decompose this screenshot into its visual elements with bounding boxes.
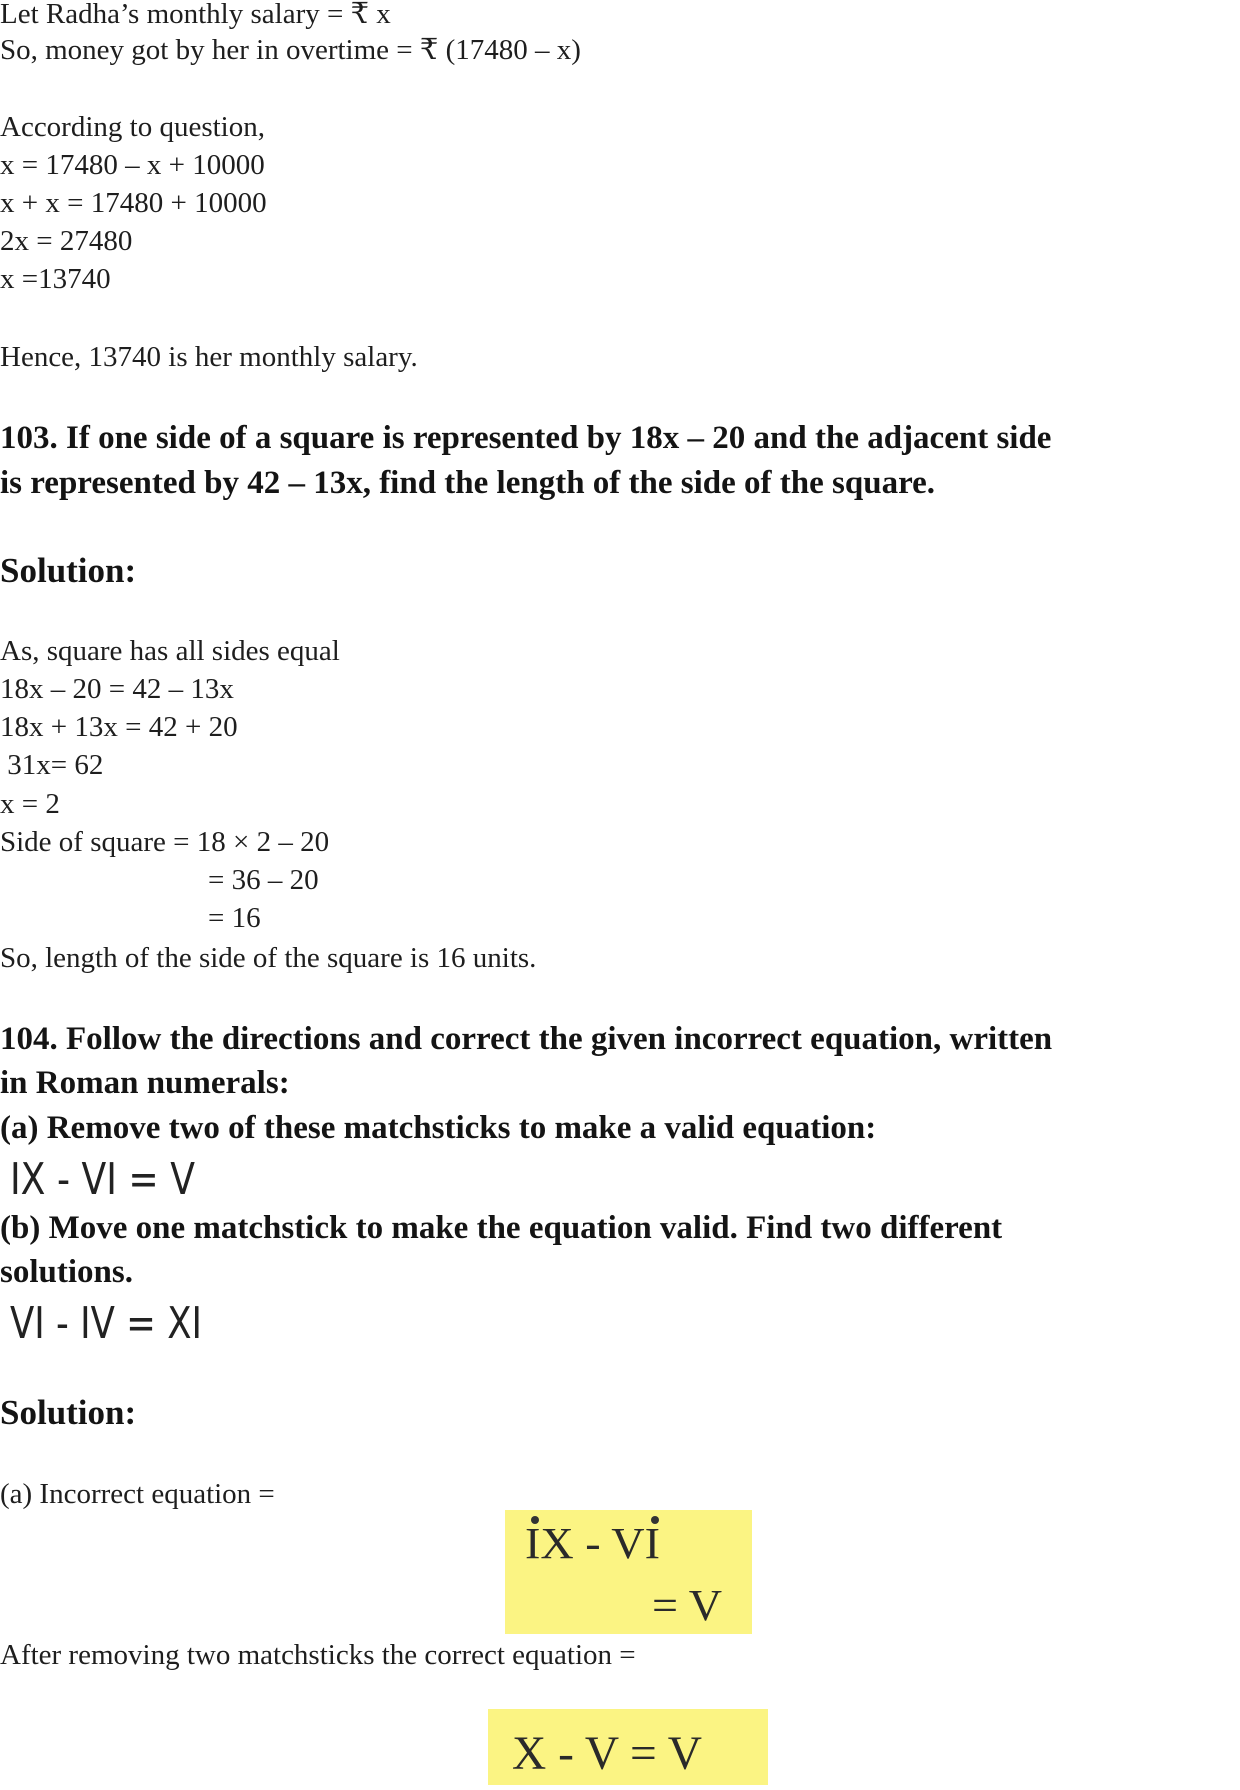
svg-text:VI - IV = XI: VI - IV = XI [10, 1298, 202, 1349]
equation-line: x + x = 17480 + 10000 [0, 187, 267, 219]
question-104-part-a: (a) Remove two of these matchsticks to make a valid equation: [0, 1110, 877, 1146]
text-line: So, money got by her in overtime = ₹ (17480 – x) [0, 34, 581, 66]
matchstick-equation-b [10, 1296, 210, 1349]
equation-line: Side of square = 18 × 2 – 20 [0, 826, 330, 858]
svg-text:IX - VI = V: IX - VI = V [10, 1154, 195, 1205]
text-line: Let Radha’s monthly salary = ₹ x [0, 0, 391, 30]
question-104-part-b: solutions. [0, 1254, 133, 1290]
question-104-line: in Roman numerals: [0, 1065, 290, 1101]
equation-line: 31x= 62 [0, 749, 104, 781]
equation-line: = 16 [208, 902, 261, 934]
equation-line: 18x – 20 = 42 – 13x [0, 673, 234, 705]
correct-equation-image [488, 1709, 768, 1785]
equation-line: = 36 – 20 [208, 864, 319, 896]
equation-line: 18x + 13x = 42 + 20 [0, 711, 238, 743]
svg-text:X - V = V: X - V = V [512, 1727, 703, 1780]
equation-line: x =13740 [0, 263, 111, 295]
question-104-part-b: (b) Move one matchstick to make the equation valid. Find two different [0, 1210, 1003, 1246]
text-line: As, square has all sides equal [0, 635, 340, 667]
matchstick-figure [505, 1510, 752, 1634]
svg-text:IX - VI: IX - VI [525, 1519, 660, 1568]
conclusion-line: Hence, 13740 is her monthly salary. [0, 341, 418, 373]
question-103-line: is represented by 42 – 13x, find the length of the side of the square. [0, 465, 936, 501]
text-line: After removing two matchsticks the correct equation = [0, 1639, 636, 1671]
matchstick-equation-a [10, 1152, 210, 1205]
solution-heading: Solution: [0, 1393, 137, 1432]
question-104-line: 104. Follow the directions and correct the given incorrect equation, written [0, 1021, 1053, 1057]
equation-line: 2x = 27480 [0, 225, 133, 257]
text-line: According to question, [0, 111, 265, 143]
equation-line: x = 17480 – x + 10000 [0, 149, 265, 181]
text-line: (a) Incorrect equation = [0, 1478, 275, 1510]
equation-line: x = 2 [0, 788, 60, 820]
incorrect-equation-image [505, 1510, 752, 1634]
svg-text:= V: = V [652, 1581, 723, 1630]
conclusion-line: So, length of the side of the square is 16 units. [0, 942, 537, 974]
matchstick-figure [488, 1709, 768, 1785]
question-103-line: 103. If one side of a square is represented by 18x – 20 and the adjacent side [0, 420, 1052, 456]
solution-heading: Solution: [0, 551, 137, 590]
